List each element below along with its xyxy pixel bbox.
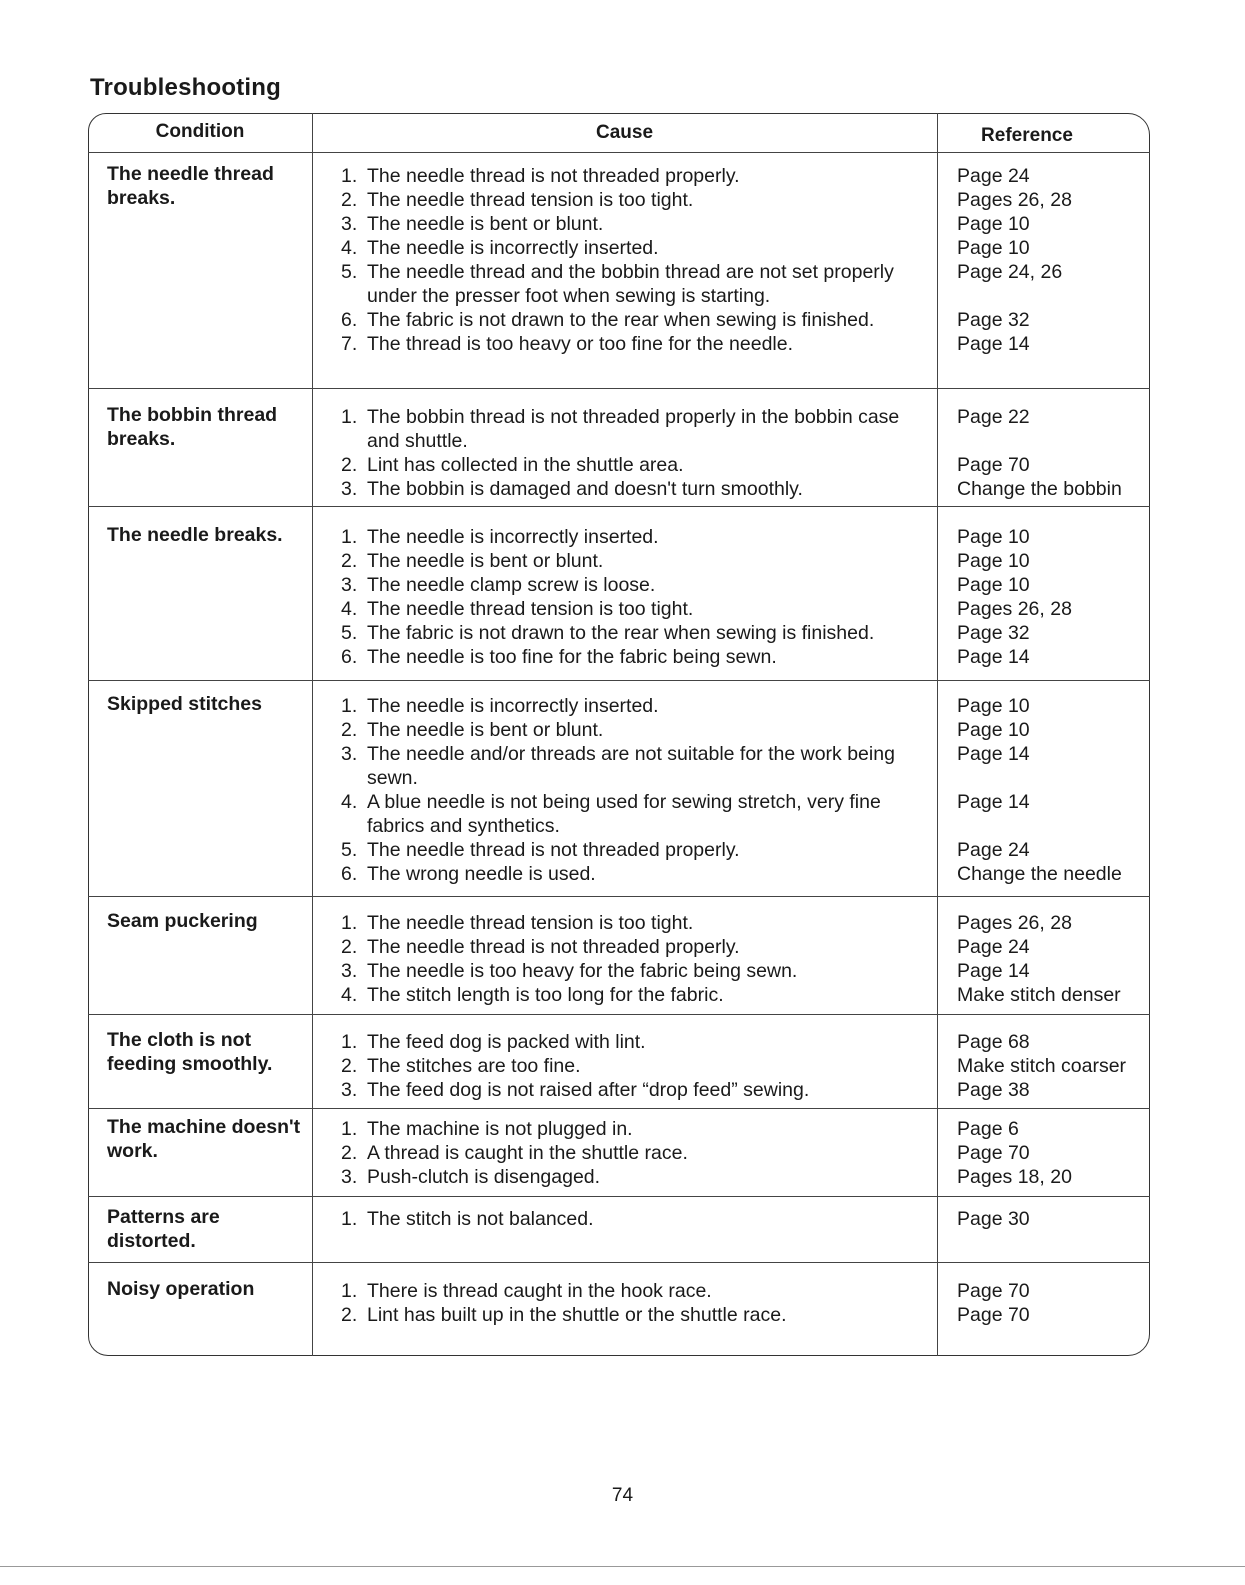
reference-item: Page 32 <box>957 622 1030 644</box>
cause-item <box>341 718 931 742</box>
reference-item: Page 14 <box>957 791 1030 813</box>
condition-cell: The bobbin thread breaks. <box>107 404 278 450</box>
cause-item <box>341 1207 931 1231</box>
cause-number: 1. <box>341 1208 358 1230</box>
reference-item: Page 70 <box>957 1304 1030 1326</box>
reference-item: Page 14 <box>957 333 1030 355</box>
row-divider <box>88 1196 1150 1197</box>
cause-text: The thread is too heavy or too fine for the needle. <box>367 333 794 355</box>
cause-list <box>341 694 931 886</box>
reference-list <box>957 1279 1147 1327</box>
cause-item <box>341 1078 931 1102</box>
header-divider <box>88 152 1150 153</box>
reference-list <box>957 911 1147 1007</box>
cause-text: Lint has built up in the shuttle or the shuttle race. <box>367 1304 787 1326</box>
cause-item <box>341 236 931 260</box>
cause-item <box>341 525 931 549</box>
cause-item <box>341 862 931 886</box>
reference-item: Page 14 <box>957 960 1030 982</box>
cause-number: 2. <box>341 936 358 958</box>
cause-item <box>341 1165 931 1189</box>
cause-text: The needle thread tension is too tight. <box>367 598 694 620</box>
cause-text: Push-clutch is disengaged. <box>367 1166 601 1188</box>
cause-list <box>341 525 931 669</box>
cause-number: 3. <box>341 574 358 596</box>
reference-item: Pages 18, 20 <box>957 1166 1072 1188</box>
condition-cell: The machine doesn't work. <box>107 1116 301 1162</box>
condition-cell: The cloth is not feeding smoothly. <box>107 1029 273 1075</box>
cause-number: 3. <box>341 960 358 982</box>
cause-text: The needle thread is not threaded properly. <box>367 839 740 861</box>
cause-item <box>341 694 931 718</box>
cause-text: The fabric is not drawn to the rear when sewing is finished. <box>367 309 875 331</box>
cause-text: The needle and/or threads are not suitable for the work being sewn. <box>367 743 895 789</box>
reference-list <box>957 1030 1147 1102</box>
reference-item: Page 10 <box>957 237 1030 259</box>
reference-item: Page 14 <box>957 646 1030 668</box>
cause-text: The feed dog is not raised after “drop feed” sewing. <box>367 1079 810 1101</box>
reference-item: Page 70 <box>957 1280 1030 1302</box>
cause-list <box>341 1279 931 1327</box>
reference-item: Page 10 <box>957 574 1030 596</box>
page-number: 74 <box>611 1485 634 1506</box>
reference-item: Page 68 <box>957 1031 1030 1053</box>
cause-number: 2. <box>341 550 358 572</box>
cause-number: 6. <box>341 309 358 331</box>
cause-item <box>341 935 931 959</box>
row-divider <box>88 1108 1150 1109</box>
cause-item <box>341 260 931 308</box>
reference-item <box>957 429 1147 453</box>
cause-item <box>341 1030 931 1054</box>
row-divider <box>88 1262 1150 1263</box>
row-divider <box>88 1014 1150 1015</box>
cause-item <box>341 332 931 356</box>
cause-item <box>341 742 931 790</box>
header-condition: Condition <box>155 121 245 142</box>
cause-text: The needle thread tension is too tight. <box>367 189 694 211</box>
cause-text: The bobbin thread is not threaded properly in the bobbin case and shuttle. <box>367 406 900 452</box>
cause-text: The needle is too heavy for the fabric being sewn. <box>367 960 798 982</box>
cause-number: 3. <box>341 478 358 500</box>
row-divider <box>88 680 1150 681</box>
cause-item <box>341 621 931 645</box>
reference-item: Page 70 <box>957 1142 1030 1164</box>
page-title: Troubleshooting <box>90 74 281 101</box>
reference-item: Make stitch coarser <box>957 1055 1127 1077</box>
cause-number: 1. <box>341 1280 358 1302</box>
cause-text: The needle is bent or blunt. <box>367 719 604 741</box>
reference-item: Page 14 <box>957 743 1030 765</box>
cause-list <box>341 911 931 1007</box>
reference-item: Page 10 <box>957 695 1030 717</box>
cause-text: The needle is bent or blunt. <box>367 213 604 235</box>
reference-item: Page 24 <box>957 165 1030 187</box>
cause-item <box>341 477 931 501</box>
cause-number: 1. <box>341 165 358 187</box>
reference-list <box>957 694 1147 886</box>
reference-list <box>957 525 1147 669</box>
cause-number: 1. <box>341 1118 358 1140</box>
reference-item: Page 24, 26 <box>957 261 1063 283</box>
cause-text: The needle clamp screw is loose. <box>367 574 656 596</box>
header-cause: Cause <box>595 122 654 143</box>
cause-number: 6. <box>341 646 358 668</box>
cause-item <box>341 1054 931 1078</box>
condition-cell: Seam puckering <box>107 910 258 932</box>
reference-item: Change the bobbin <box>957 478 1122 500</box>
condition-cell: The needle thread breaks. <box>107 163 274 209</box>
cause-item <box>341 597 931 621</box>
reference-item: Page 22 <box>957 406 1030 428</box>
header-reference: Reference <box>981 125 1073 146</box>
condition-cell: Skipped stitches <box>107 693 262 715</box>
cause-number: 3. <box>341 213 358 235</box>
cause-number: 3. <box>341 743 358 765</box>
reference-item: Page 38 <box>957 1079 1030 1101</box>
reference-item: Pages 26, 28 <box>957 598 1072 620</box>
cause-item <box>341 983 931 1007</box>
reference-item <box>957 814 1147 838</box>
reference-list <box>957 1117 1147 1189</box>
reference-item: Page 32 <box>957 309 1030 331</box>
cause-text: A blue needle is not being used for sewing stretch, very fine fabrics and synthetics. <box>367 791 881 837</box>
cause-number: 2. <box>341 454 358 476</box>
cause-text: The wrong needle is used. <box>367 863 596 885</box>
cause-number: 5. <box>341 261 358 283</box>
cause-text: The stitch is not balanced. <box>367 1208 594 1230</box>
cause-item <box>341 838 931 862</box>
condition-cell: Patterns are distorted. <box>107 1206 220 1252</box>
cause-list <box>341 405 931 501</box>
cause-number: 7. <box>341 333 358 355</box>
reference-item: Page 24 <box>957 839 1030 861</box>
cause-item <box>341 308 931 332</box>
cause-text: The needle is incorrectly inserted. <box>367 695 659 717</box>
cause-item <box>341 1279 931 1303</box>
row-divider <box>88 388 1150 389</box>
cause-item <box>341 911 931 935</box>
cause-text: There is thread caught in the hook race. <box>367 1280 712 1302</box>
cause-number: 3. <box>341 1079 358 1101</box>
cause-number: 1. <box>341 406 358 428</box>
cause-item <box>341 188 931 212</box>
cause-text: The stitch length is too long for the fabric. <box>367 984 724 1006</box>
cause-list <box>341 164 931 356</box>
cause-text: The needle thread tension is too tight. <box>367 912 694 934</box>
cause-text: The fabric is not drawn to the rear when sewing is finished. <box>367 622 875 644</box>
cause-text: The needle is bent or blunt. <box>367 550 604 572</box>
cause-text: The needle thread and the bobbin thread are not set properly under the presser foot when sewing is starting. <box>367 261 894 307</box>
cause-text: The stitches are too fine. <box>367 1055 581 1077</box>
cause-list <box>341 1117 931 1189</box>
reference-item: Make stitch denser <box>957 984 1121 1006</box>
cause-item <box>341 1141 931 1165</box>
cause-item <box>341 212 931 236</box>
cause-text: Lint has collected in the shuttle area. <box>367 454 684 476</box>
cause-number: 6. <box>341 863 358 885</box>
cause-number: 1. <box>341 1031 358 1053</box>
cause-number: 4. <box>341 791 358 813</box>
cause-number: 2. <box>341 1304 358 1326</box>
reference-item: Page 10 <box>957 526 1030 548</box>
cause-text: The needle thread is not threaded properly. <box>367 936 740 958</box>
reference-item: Page 6 <box>957 1118 1019 1140</box>
cause-number: 4. <box>341 237 358 259</box>
cause-item <box>341 573 931 597</box>
reference-item: Page 70 <box>957 454 1030 476</box>
reference-item: Change the needle <box>957 863 1122 885</box>
reference-list <box>957 1207 1147 1231</box>
cause-text: The bobbin is damaged and doesn't turn smoothly. <box>367 478 803 500</box>
cause-list <box>341 1030 931 1102</box>
row-divider <box>88 896 1150 897</box>
reference-item: Page 24 <box>957 936 1030 958</box>
cause-number: 1. <box>341 526 358 548</box>
cause-item <box>341 549 931 573</box>
reference-item: Page 30 <box>957 1208 1030 1230</box>
reference-item: Pages 26, 28 <box>957 912 1072 934</box>
cause-item <box>341 790 931 838</box>
cause-item <box>341 453 931 477</box>
cause-item <box>341 959 931 983</box>
column-divider-reference <box>937 113 938 1356</box>
cause-item <box>341 645 931 669</box>
cause-number: 2. <box>341 1055 358 1077</box>
cause-text: The needle is incorrectly inserted. <box>367 526 659 548</box>
reference-item: Page 10 <box>957 719 1030 741</box>
cause-number: 2. <box>341 719 358 741</box>
reference-list <box>957 405 1147 501</box>
cause-item <box>341 1303 931 1327</box>
cause-text: A thread is caught in the shuttle race. <box>367 1142 688 1164</box>
reference-item: Page 10 <box>957 550 1030 572</box>
cause-number: 5. <box>341 839 358 861</box>
cause-text: The needle is incorrectly inserted. <box>367 237 659 259</box>
reference-list <box>957 164 1147 356</box>
cause-text: The needle thread is not threaded properly. <box>367 165 740 187</box>
cause-text: The needle is too fine for the fabric being sewn. <box>367 646 777 668</box>
cause-number: 1. <box>341 695 358 717</box>
column-divider-cause <box>312 113 313 1356</box>
cause-number: 5. <box>341 622 358 644</box>
cause-text: The feed dog is packed with lint. <box>367 1031 646 1053</box>
row-divider <box>88 506 1150 507</box>
cause-item <box>341 164 931 188</box>
reference-item: Page 10 <box>957 213 1030 235</box>
reference-item <box>957 766 1147 790</box>
cause-item <box>341 405 931 453</box>
cause-item <box>341 1117 931 1141</box>
cause-number: 3. <box>341 1166 358 1188</box>
cause-number: 2. <box>341 189 358 211</box>
cause-number: 2. <box>341 1142 358 1164</box>
cause-number: 1. <box>341 912 358 934</box>
reference-item <box>957 284 1147 308</box>
cause-list <box>341 1207 931 1231</box>
reference-item: Pages 26, 28 <box>957 189 1072 211</box>
bottom-rule <box>0 1566 1245 1567</box>
cause-number: 4. <box>341 984 358 1006</box>
cause-text: The machine is not plugged in. <box>367 1118 633 1140</box>
condition-cell: The needle breaks. <box>107 524 283 546</box>
cause-number: 4. <box>341 598 358 620</box>
condition-cell: Noisy operation <box>107 1278 255 1300</box>
